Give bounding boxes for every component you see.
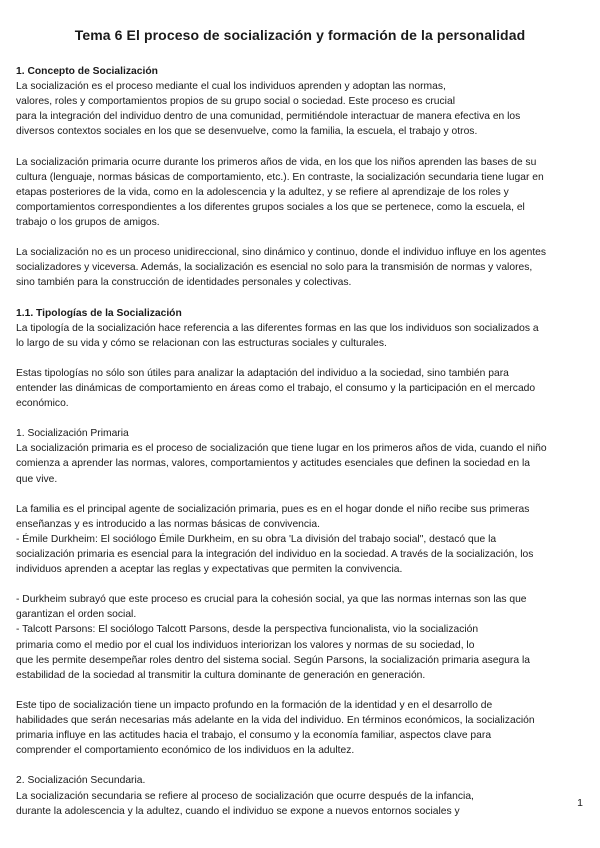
paragraph: [16, 155, 590, 230]
page-number: 1: [577, 797, 583, 809]
text-line: estabilidad de la sociedad al transmitir la cultura dominante de generación en generación.: [16, 669, 426, 681]
text-line: La socialización no es un proceso unidireccional, sino dinámico y continuo, donde el individuo influye en los agentes: [16, 247, 547, 259]
text-line: - Durkheim subrayó que este proceso es crucial para la cohesión social, ya que las normas internas son las que: [16, 594, 527, 606]
text-line: cultura (lenguaje, normas básicas de comportamiento, etc.). En contraste, la socialización secundaria tiene lugar en: [16, 171, 544, 183]
paragraph: [16, 321, 590, 351]
subsection-heading-secundaria: 2. Socialización Secundaria.: [16, 775, 146, 787]
text-line: comienza a aprender las normas, valores, comportamientos y actitudes esenciales que definen la sociedad en la: [16, 458, 530, 470]
text-line: enseñanzas y es introducido a las normas básicas de convivencia.: [16, 518, 320, 530]
paragraph: [16, 698, 590, 758]
text-line: Estas tipologías no sólo son útiles para analizar la adaptación del individuo a la sociedad, sino también para: [16, 367, 509, 379]
text-line: La socialización es el proceso mediante el cual los individuos aprenden y adoptan las normas,: [16, 81, 446, 93]
text-line: - Talcott Parsons: El sociólogo Talcott Parsons, desde la perspectiva funcionalista, vio la socialización: [16, 624, 479, 636]
paragraph: [16, 79, 590, 139]
text-line: para la integración del individuo dentro de una comunidad, permitiéndole interactuar de manera efectiva en los: [16, 111, 521, 123]
paragraph: [16, 502, 590, 577]
text-line: La tipología de la socialización hace referencia a las diferentes formas en las que los individuos son socializados a: [16, 322, 539, 334]
text-line: comprender el comportamiento económico de los individuos en la adultez.: [16, 745, 355, 757]
text-line: comportamientos correspondientes a los diferentes grupos sociales a los que se pertenece, como la escuela, el: [16, 201, 525, 213]
text-line: diversos contextos sociales en los que se desenvuelve, como la familia, la escuela, el trabajo y otros.: [16, 126, 478, 138]
text-line: primaria influye en las actitudes hacia el trabajo, el consumo y la economía familiar, aspectos clave para: [16, 730, 492, 742]
text-line: garantizan el orden social.: [16, 609, 137, 621]
text-line: Este tipo de socialización tiene un impacto profundo en la formación de la identidad y en el desarrollo de: [16, 699, 493, 711]
text-line: La familia es el principal agente de socialización primaria, pues es en el hogar donde el niño recibe sus primeras: [16, 503, 530, 515]
text-line: durante la adolescencia y la adultez, cuando el individuo se expone a nuevos entornos sociales y: [16, 805, 460, 817]
text-line: individuos aprenden a aceptar las reglas y expectativas que permiten la convivencia.: [16, 564, 403, 576]
text-line: habilidades que serán necesarias más adelante en la vida del individuo. En términos económicos, la socialización: [16, 715, 535, 727]
section-heading-tipologias: 1.1. Tipologías de la Socialización: [16, 307, 182, 319]
paragraph: [16, 789, 590, 819]
paragraph: [16, 592, 590, 683]
text-line: La socialización primaria es el proceso de socialización que tiene lugar en los primeros años de vida, cuando el niño: [16, 443, 547, 455]
text-line: que vive.: [16, 473, 58, 485]
subsection-heading-primaria: 1. Socialización Primaria: [16, 428, 129, 440]
text-line: primaria como el medio por el cual los individuos interiorizan los valores y normas de su sociedad, lo: [16, 639, 475, 651]
text-line: entender las dinámicas de comportamiento en áreas como el trabajo, el consumo y la participación en el mercado: [16, 382, 536, 394]
text-line: económico.: [16, 398, 69, 410]
text-line: que les permite desempeñar roles dentro del sistema social. Según Parsons, la socialización primaria asegura la: [16, 654, 530, 666]
text-line: socialización primaria es esencial para la integración del individuo en la sociedad. A través de la socialización, los: [16, 549, 534, 560]
text-line: sino también para la construcción de identidades personales y colectivas.: [16, 277, 352, 289]
text-line: lo largo de su vida y cómo se relacionan con las estructuras sociales y culturales.: [16, 337, 387, 349]
text-line: etapas posteriores de la vida, como en la adolescencia y la adultez, y se refiere al aprendizaje de los roles y: [16, 186, 509, 198]
paragraph: [16, 441, 590, 486]
text-line: La socialización primaria ocurre durante los primeros años de vida, en los que los niños aprenden las bases de su: [16, 156, 537, 168]
section-heading-concepto: 1. Concepto de Socialización: [16, 66, 158, 77]
text-line: valores, roles y comportamientos propios de su grupo social o sociedad. Este proceso es crucial: [16, 96, 455, 108]
text-line: trabajo o los grupos de amigos.: [16, 216, 160, 228]
document-title: Tema 6 El proceso de socialización y formación de la personalidad: [74, 27, 526, 43]
document-body: [16, 64, 590, 834]
paragraph: [16, 366, 590, 411]
text-line: socializadores y viceversa. Además, la socialización es esencial no solo para la transmisión de normas y valores,: [16, 262, 533, 274]
text-line: - Émile Durkheim: El sociólogo Émile Durkheim, en su obra 'La división del trabajo social", destacó que la: [16, 533, 497, 545]
paragraph: [16, 245, 590, 290]
text-line: La socialización secundaria se refiere al proceso de socialización que ocurre después de la infancia,: [16, 790, 474, 802]
